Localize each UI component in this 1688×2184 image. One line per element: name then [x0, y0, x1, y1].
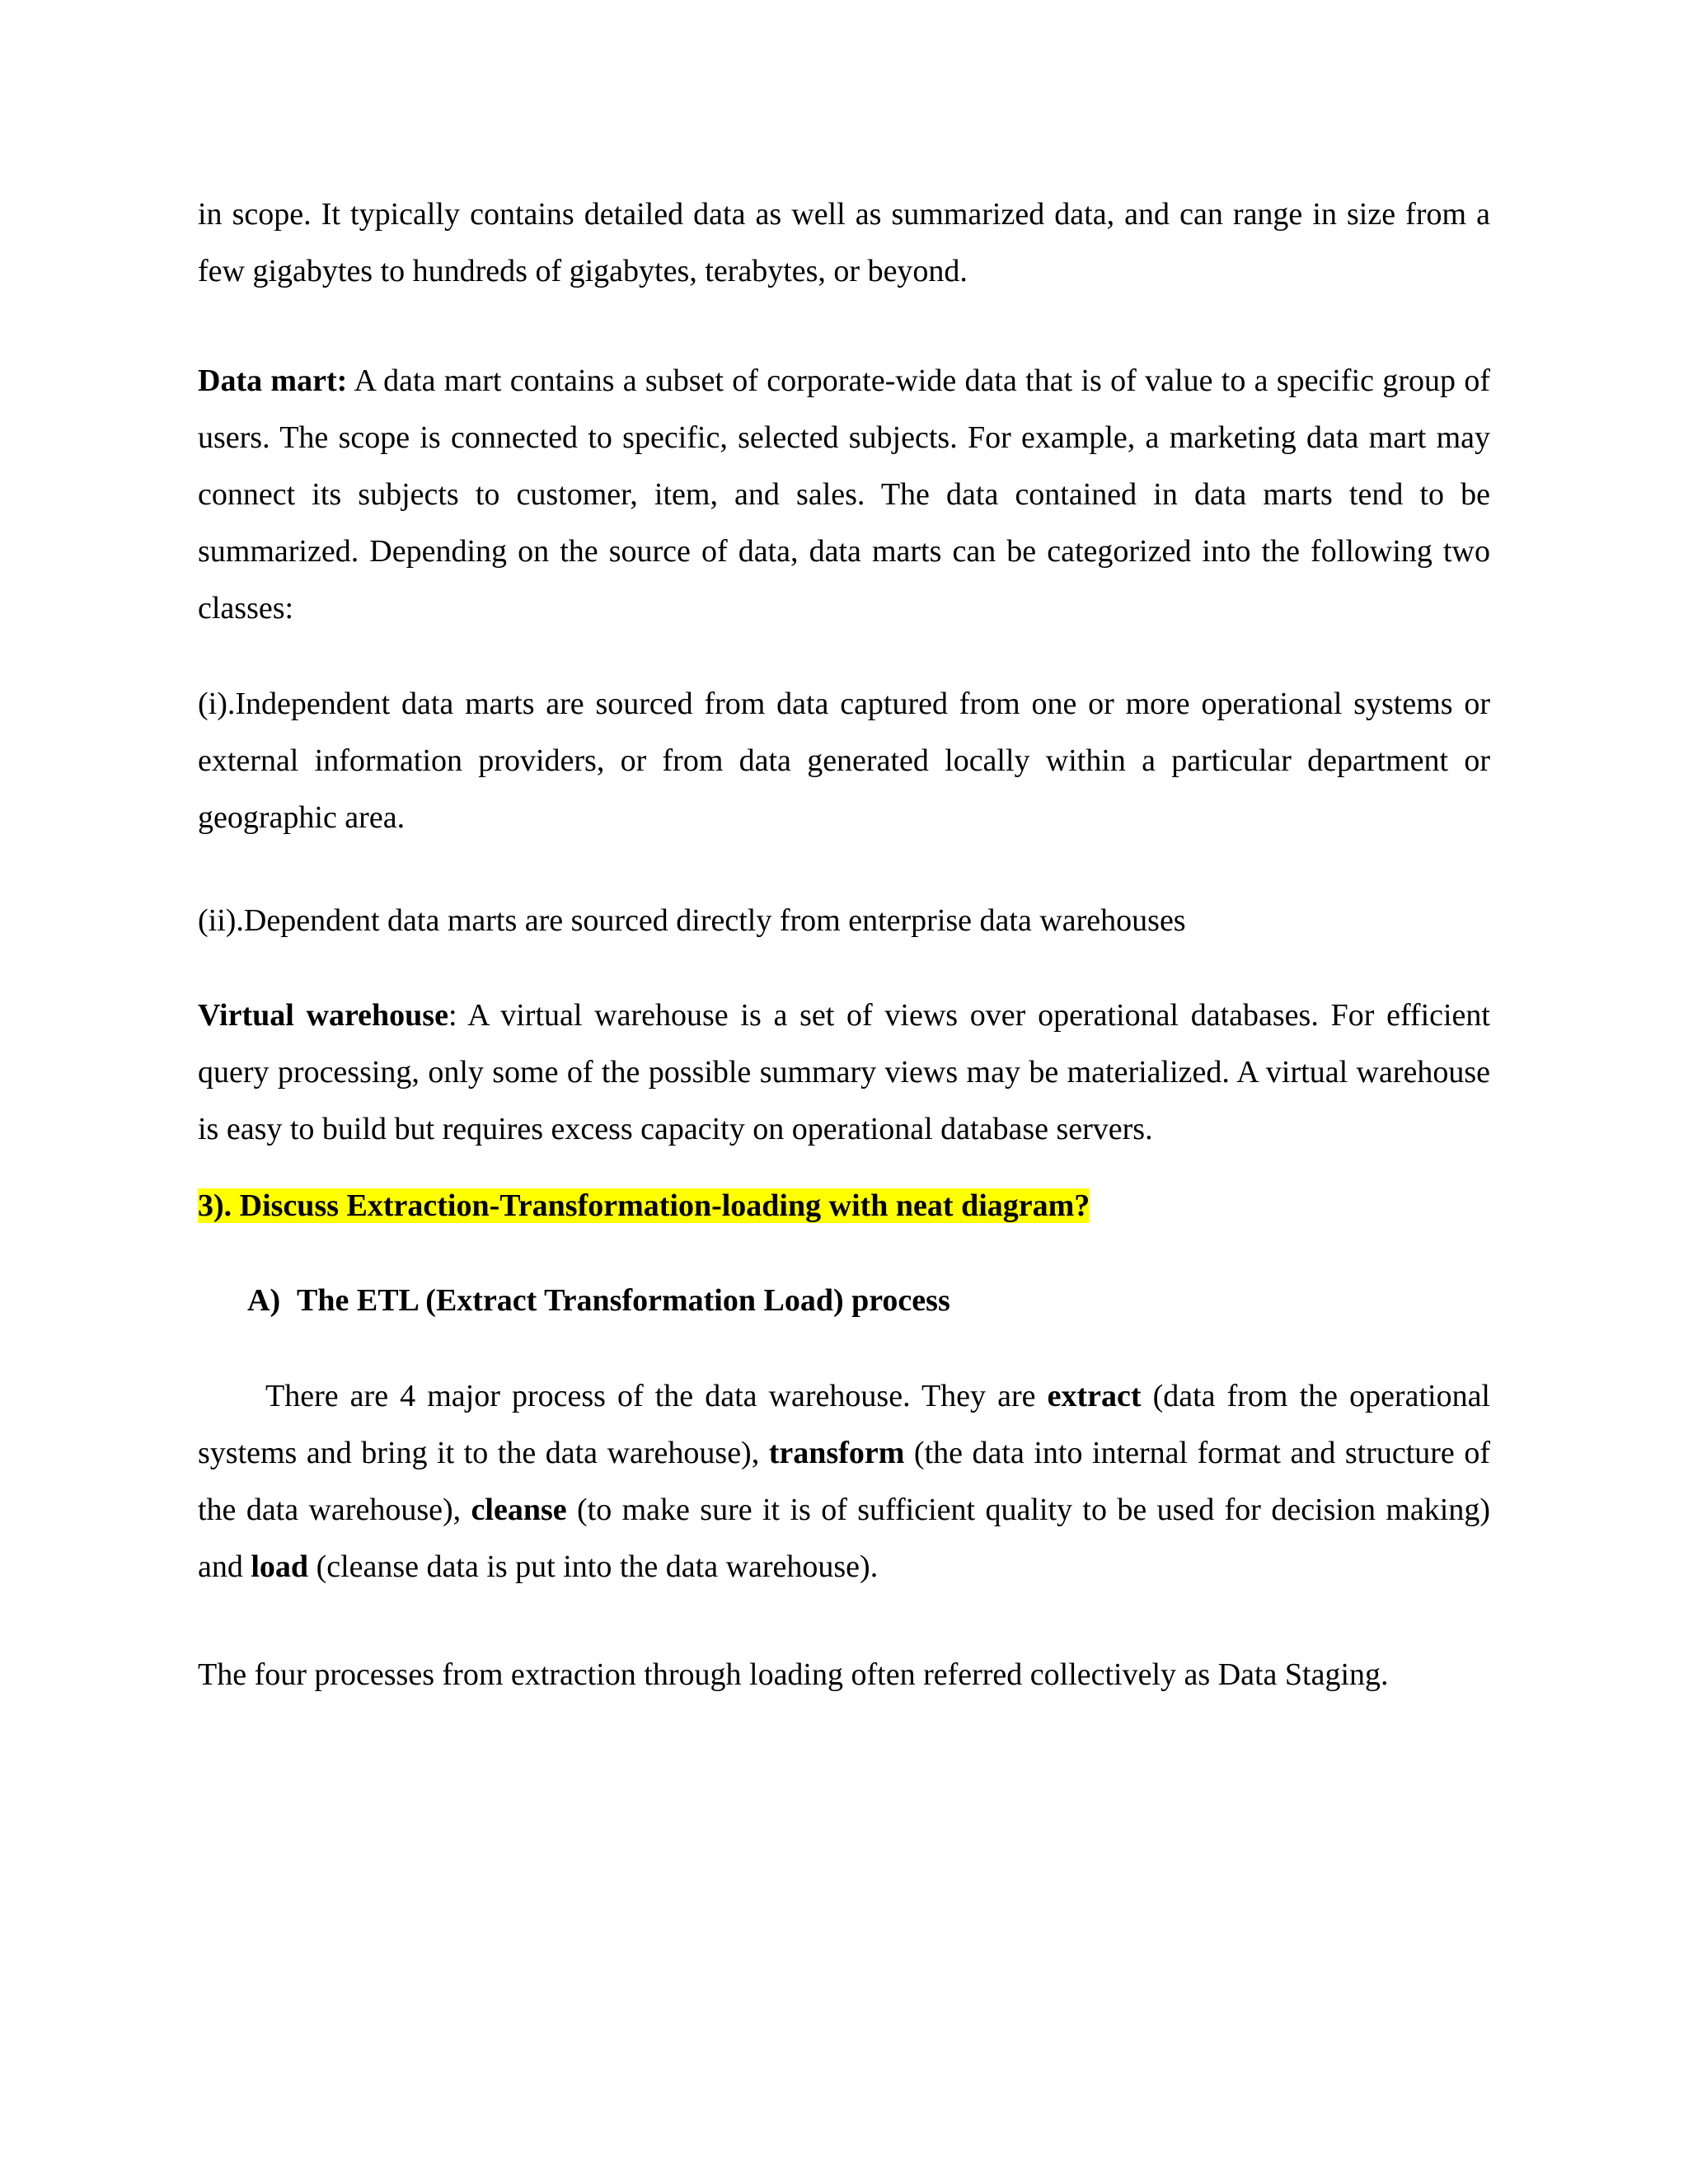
section-marker: A): [247, 1283, 281, 1318]
etl-text-3: (the data into internal format and structure of the data warehouse),: [198, 1436, 1490, 1527]
paragraph-data-mart: [198, 353, 1490, 637]
question-highlighted-text: 3). Discuss Extraction-Transformation-loading with neat diagram?: [198, 1188, 1090, 1223]
paragraph-scope-text: in scope. It typically contains detailed data as well as summarized data, and can range in size from a few gigabytes to hundreds of gigabytes, terabytes, or beyond.: [198, 197, 1490, 288]
etl-text-1: There are 4 major process of the data warehouse. They are: [265, 1379, 1048, 1413]
dependent-marts-text: (ii).Dependent data marts are sourced directly from enterprise data warehouses: [198, 903, 1186, 938]
virtual-warehouse-text: : A virtual warehouse is a set of views over operational databases. For efficient query processing, only some of the possible summary views may be materialized. A virtual warehouse is easy to build but requires excess capacity on operational database servers.: [198, 998, 1490, 1146]
independent-marts-text: (i).Independent data marts are sourced from data captured from one or more operational systems or external information providers, or from data generated locally within a particular department or geographic area.: [198, 687, 1490, 835]
virtual-warehouse-term: Virtual warehouse: [198, 998, 448, 1033]
etl-term-transform: transform: [768, 1436, 905, 1470]
paragraph-dependent-marts: [198, 893, 1490, 949]
data-mart-text: A data mart contains a subset of corporate-wide data that is of value to a specific group of users. The scope is connected to specific, selected subjects. For example, a marketing data mart may connect its subjects to customer, item, and sales. The data contained in data marts tend to be summarized. Depending on the source of data, data marts can be categorized into the following two classes:: [198, 363, 1490, 626]
paragraph-virtual-warehouse: [198, 987, 1490, 1158]
section-title: The ETL (Extract Transformation Load) process: [297, 1283, 950, 1318]
paragraph-independent-marts: [198, 676, 1490, 846]
section-heading-etl: [247, 1272, 950, 1329]
etl-text-4: (to make sure it is of sufficient quality to be used for decision making) and: [198, 1493, 1490, 1584]
paragraph-data-staging: [198, 1647, 1490, 1704]
etl-term-extract: extract: [1047, 1379, 1142, 1413]
data-mart-term: Data mart:: [198, 363, 348, 398]
paragraph-scope: [198, 186, 1490, 300]
etl-text-2: (data from the operational systems and bring it to the data warehouse),: [198, 1379, 1490, 1470]
data-staging-text: The four processes from extraction through loading often referred collectively as Data Staging.: [198, 1657, 1389, 1692]
etl-term-cleanse: cleanse: [471, 1493, 567, 1527]
etl-term-load: load: [251, 1549, 309, 1584]
paragraph-etl-processes: [198, 1368, 1490, 1596]
etl-text-5: (cleanse data is put into the data warehouse).: [308, 1549, 879, 1584]
question-heading: [198, 1178, 1490, 1235]
